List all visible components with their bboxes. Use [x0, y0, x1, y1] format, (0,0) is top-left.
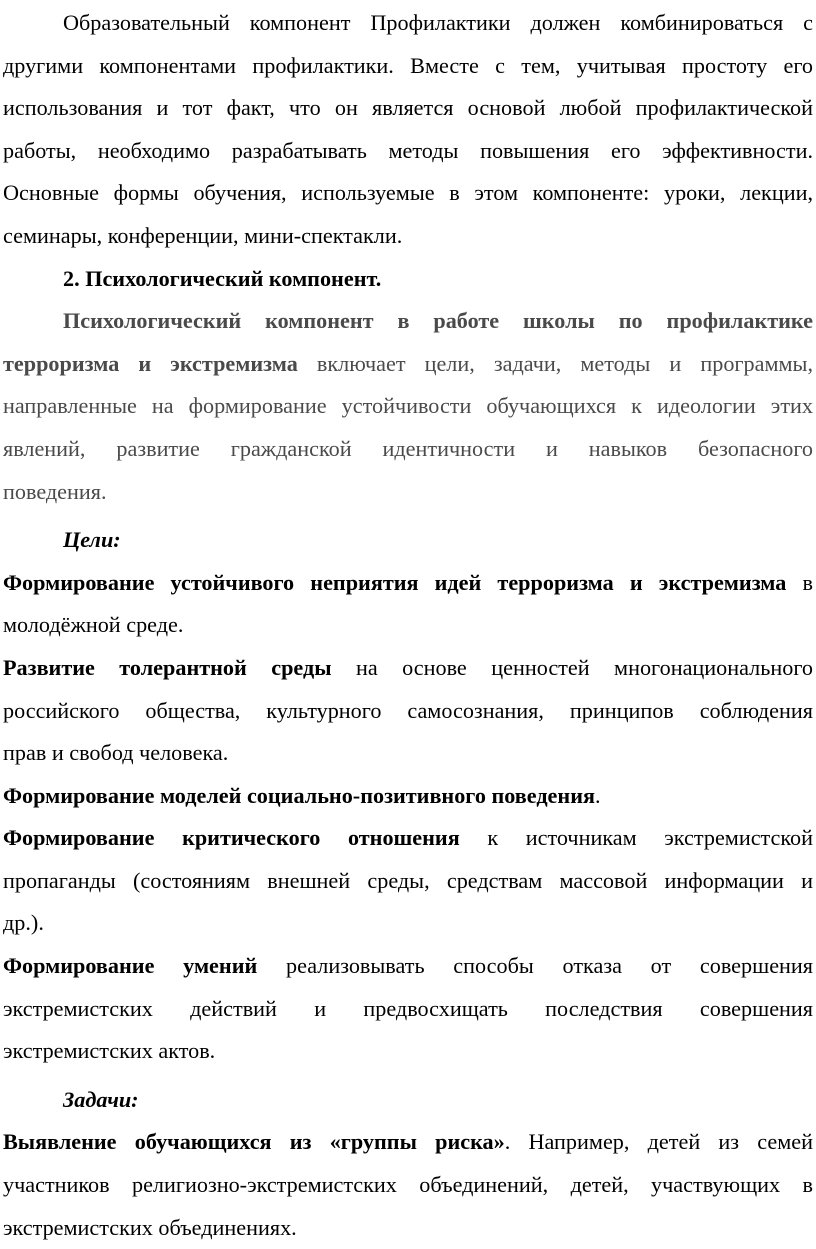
goals-list [3, 562, 813, 1073]
text-line: семинары, конференции, мини-спектакли. [3, 222, 403, 248]
bold-term: терроризма и экстремизма [3, 350, 298, 376]
bold-term: Формирование устойчивого неприятия идей терроризма и экстремизма [3, 569, 787, 595]
text-run: к источникам экстремистской [459, 825, 813, 851]
goal-item [3, 945, 813, 1073]
text-run: . [594, 782, 601, 808]
text-line: экстремистских действий и предвосхищать последствия совершения [3, 995, 813, 1021]
tasks-heading: Задачи: [63, 1086, 139, 1112]
text-line: российского общества, культурного самосознания, принципов соблюдения [3, 697, 813, 723]
intro-paragraph [3, 2, 813, 258]
text-line: экстремистских объединениях. [3, 1214, 297, 1240]
goal-item [3, 647, 813, 775]
bold-term: Формирование критического отношения [3, 825, 460, 851]
text-run: в [786, 569, 813, 595]
tasks-list [3, 1121, 813, 1249]
goal-item [3, 775, 813, 818]
bold-term: Выявление обучающихся из «группы риска» [3, 1129, 505, 1155]
text-run: . Например, детей из семей [504, 1129, 813, 1155]
text-line: Психологический компонент в работе школы по профилактике [63, 308, 813, 334]
text-line: экстремистских актов. [3, 1038, 216, 1064]
text-line: пропаганды (состояниям внешней среды, средствам массовой информации и [3, 867, 813, 893]
text-line: направленные на формирование устойчивости обучающихся к идеологии этих [3, 393, 813, 419]
text-line [3, 562, 813, 605]
text-run: включает цели, задачи, методы и программы, [297, 350, 813, 376]
goals-heading: Цели: [63, 527, 121, 553]
text-line [3, 775, 813, 818]
psychology-paragraph [3, 300, 813, 513]
text-line [3, 945, 813, 988]
text-line: прав и свобод человека. [3, 740, 229, 766]
bold-term: Формирование моделей социально-позитивного поведения [3, 782, 595, 808]
text-line: Образовательный компонент Профилактики должен комбинироваться с [63, 10, 813, 35]
text-line [3, 343, 813, 386]
task-item [3, 1121, 813, 1249]
text-line: явлений, развитие гражданской идентичности и навыков безопасного [3, 435, 813, 461]
text-line [3, 817, 813, 860]
text-run: реализовывать способы отказа от совершения [257, 953, 813, 979]
text-line: использования и тот факт, что он является основой любой профилактической [3, 95, 813, 121]
text-line: поведения. [3, 478, 107, 504]
text-run: на основе ценностей многонационального [331, 654, 813, 680]
text-line [3, 1121, 813, 1164]
text-line: Основные формы обучения, используемые в этом компоненте: уроки, лекции, [3, 180, 813, 206]
section-heading: 2. Психологический компонент. [63, 265, 382, 291]
text-line: работы, необходимо разрабатывать методы повышения его эффективности. [3, 137, 813, 163]
goal-item [3, 562, 813, 647]
goal-item [3, 817, 813, 945]
text-line: др.). [3, 910, 44, 936]
bold-term: Развитие толерантной среды [3, 654, 332, 680]
text-line: участников религиозно-экстремистских объединений, детей, участвующих в [3, 1172, 813, 1198]
text-line: другими компонентами профилактики. Вместе с тем, учитывая простоту его [3, 52, 813, 78]
text-line [3, 647, 813, 690]
text-line: молодёжной среде. [3, 612, 184, 638]
bold-term: Формирование умений [3, 953, 258, 979]
